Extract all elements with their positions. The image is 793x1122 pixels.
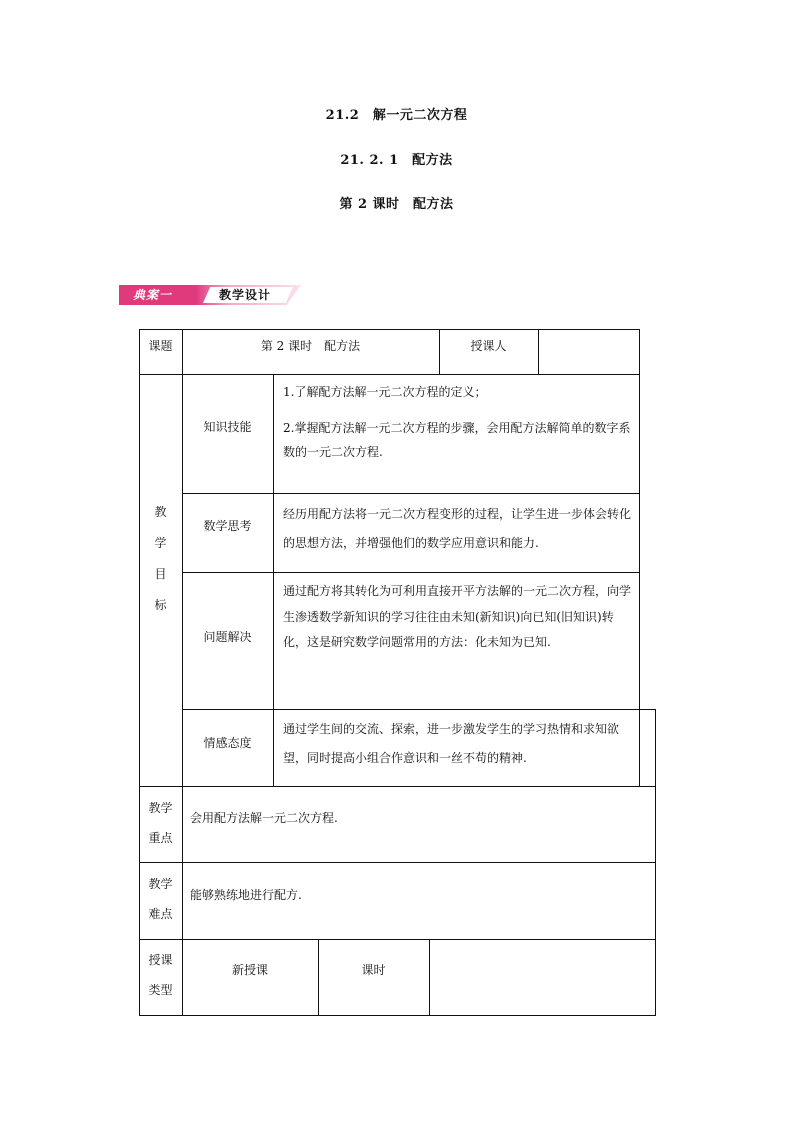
- objectives-label-char: 标: [154, 598, 167, 612]
- banner-tag: 典案一: [133, 288, 173, 302]
- objective-knowledge-label: 知识技能: [203, 420, 252, 434]
- objectives-label-char: 学: [154, 536, 167, 550]
- objective-knowledge-line: 2.掌握配方法解一元二次方程的步骤，会用配方法解简单的数字系数的一元二次方程.: [283, 421, 631, 459]
- objectives-label: [139, 497, 182, 621]
- objectives-label-char: 目: [154, 567, 167, 581]
- difficulty-label-line: 难点: [148, 907, 173, 921]
- objective-thinking-text: 经历用配方法将一元二次方程变形的过程，让学生进一步体会转化的思想方法，并增强他们的数学应用意识和能力.: [283, 507, 632, 550]
- difficulty-label: [139, 869, 182, 929]
- difficulty-label-line: 教学: [148, 877, 173, 891]
- lesson-type-label-line: 类型: [148, 983, 173, 997]
- lesson-title: 第 2 课时 配方法: [339, 197, 454, 212]
- subsection-title: 21. 2. 1 配方法: [340, 153, 453, 168]
- lesson-type-label-line: 授课: [148, 953, 173, 967]
- hours-label: 课时: [361, 963, 386, 977]
- objective-attitude-text: 通过学生间的交流、探索，进一步激发学生的学习热情和求知欲望，同时提高小组合作意识和一丝不苟的精神.: [283, 722, 620, 765]
- key-point-value: 会用配方法解一元二次方程.: [190, 811, 338, 825]
- objective-attitude-label: 情感态度: [203, 736, 252, 750]
- objective-problem-text: 通过配方将其转化为可利用直接开平方法解的一元二次方程，向学生渗透数学新知识的学习往往由未知(新知识)向已知(旧知识)转化，这是研究数学问题常用的方法：化未知为已知.: [283, 584, 632, 649]
- objective-problem-label: 问题解决: [203, 630, 252, 644]
- lesson-type-label: [139, 945, 182, 1005]
- key-point-label: [139, 793, 182, 853]
- lesson-type-value: 新授课: [231, 963, 268, 977]
- objective-knowledge-text: [283, 380, 633, 464]
- section-banner: [119, 285, 301, 305]
- teacher-label: 授课人: [470, 339, 507, 353]
- objective-thinking-label: 数学思考: [203, 519, 252, 533]
- key-point-label-line: 教学: [148, 801, 173, 815]
- topic-label: 课题: [148, 339, 173, 353]
- objective-knowledge-line: 1.了解配方法解一元二次方程的定义；: [283, 385, 487, 399]
- difficulty-value: 能够熟练地进行配方.: [190, 888, 302, 902]
- key-point-label-line: 重点: [148, 831, 173, 845]
- topic-value: 第 2 课时 配方法: [260, 339, 361, 353]
- section-title: 21.2 解一元二次方程: [325, 108, 468, 123]
- objectives-label-char: 教: [154, 505, 167, 519]
- banner-title: 教学设计: [219, 288, 272, 302]
